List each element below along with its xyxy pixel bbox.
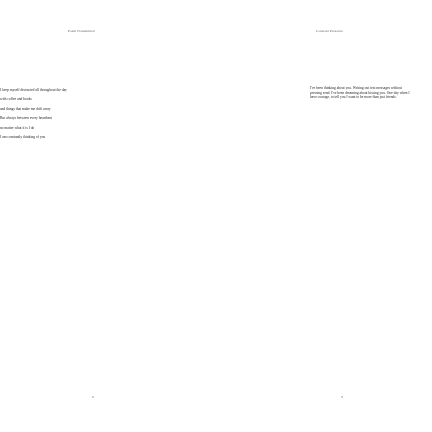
prose-body [310,86,412,102]
poem-line: no matter what it is I do [0,125,35,130]
right-running-head: Constant Presence [316,29,344,33]
poem-line: I am constantly thinking of you [0,135,46,140]
left-page-number: 2 [92,395,94,399]
right-page [216,0,432,432]
poem-line: But always between every heartbeat [0,116,52,121]
poem-line: and things that make me drift away [0,106,51,111]
poem-line: I keep myself distracted all throughout the day [0,88,67,92]
prose-paragraph: I've been thinking about you. Writing out text messages without pressing send. I've been dreaming about kissing you. One day when I have courage, to tell you I want to be more than just friends. [310,86,410,100]
left-running-head: Poem Transmitted [68,29,95,33]
right-page-number: 3 [341,395,343,399]
poem-line: with coffee and books [0,97,32,102]
poem-stanza [0,86,67,142]
